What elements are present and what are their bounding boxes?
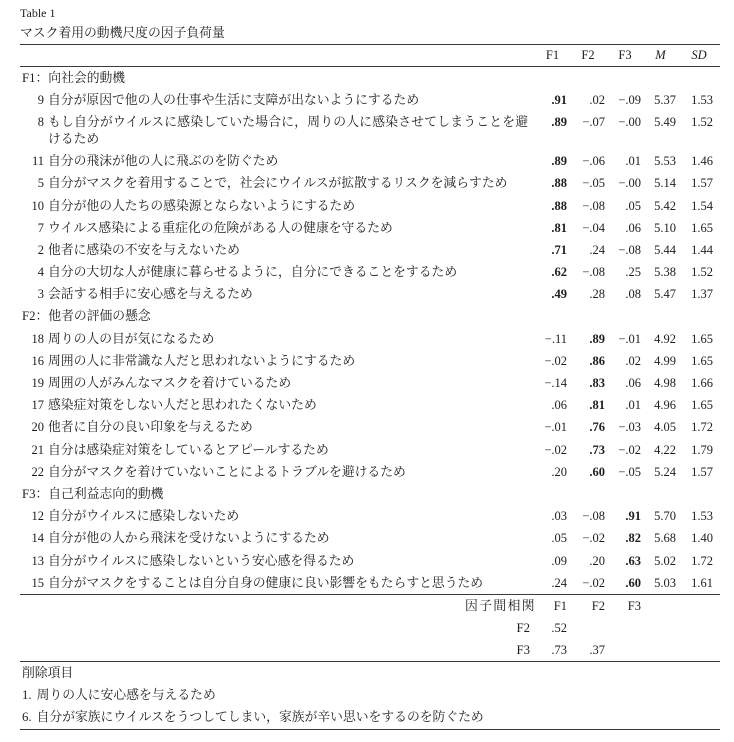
sd-value: 1.61 [691,575,713,590]
loading-f2: −.08 [582,198,605,213]
correlation-heading: 因子間相関 [465,598,536,613]
deleted-item-text: 自分が家族にウイルスをうつしてしまい，家族が辛い思いをするのを防ぐため [36,710,484,725]
loading-f3: .06 [625,376,641,391]
item-row [20,550,720,572]
item-row [20,395,720,417]
loading-f2: .86 [589,353,605,368]
item-row [20,439,720,461]
loading-f2: −.02 [582,575,605,590]
loading-f1: .24 [551,575,567,590]
loading-f2: −.05 [582,176,605,191]
sd-value: 1.79 [691,442,713,457]
item-number: 18 [31,331,44,346]
sd-value: 1.72 [691,420,713,435]
item-text: 周囲の人がみんなマスクを着けているため [48,376,292,391]
mean-value: 4.92 [654,331,676,346]
loading-f1: .20 [551,464,567,479]
correlation-row-label: F2 [516,620,530,635]
item-row [20,89,720,111]
deleted-item [22,685,720,707]
mean-value: 4.05 [654,420,676,435]
loading-f2: −.04 [582,220,605,235]
sd-value: 1.53 [691,92,713,107]
loading-f2: −.07 [582,114,605,129]
loading-f2: −.08 [582,265,605,280]
loading-f1: .05 [551,531,567,546]
item-text: 自分が他の人たちの感染源とならないようにするため [48,198,356,213]
loading-f1: −.01 [544,420,567,435]
loading-f3: −.03 [618,420,641,435]
mean-value: 4.22 [654,442,676,457]
correlation-value: .37 [589,642,605,657]
item-number: 9 [37,92,44,107]
loading-f1: −.02 [544,442,567,457]
item-number: 13 [31,553,44,568]
column-header-mean: M [655,48,666,62]
loading-f1: .91 [551,92,567,107]
loading-f3: .05 [625,198,641,213]
table-title: マスク着用の動機尺度の因子負荷量 [20,26,225,40]
loading-f3: .63 [625,553,641,568]
loading-f3: .01 [625,398,641,413]
correlation-column-header: F3 [627,598,641,613]
mean-value: 5.38 [654,265,676,280]
item-number: 16 [31,353,44,368]
loading-f3: −.02 [618,442,641,457]
item-number: 17 [31,398,44,413]
sd-value: 1.52 [691,114,713,129]
item-text: 自分が原因で他の人の仕事や生活に支障が出ないようにするため [48,92,420,107]
item-text: 自分がマスクを着用することで，社会にウイルスが拡散するリスクを減らすため [48,176,508,191]
item-number: 8 [37,114,44,129]
table-label: Table 1 [20,6,56,20]
mean-value: 5.53 [654,154,676,169]
loading-f1: .06 [551,398,567,413]
item-row [20,372,720,394]
loading-f1: .71 [551,242,567,257]
column-header-f3: F3 [618,48,632,62]
mean-value: 5.37 [654,92,676,107]
loading-f2: .60 [589,464,605,479]
item-row [20,239,720,261]
mean-value: 5.49 [654,114,676,129]
item-number: 10 [31,198,44,213]
table-body [20,67,720,595]
item-number: 7 [37,220,44,235]
sd-value: 1.72 [691,553,713,568]
table-caption [20,5,225,42]
loading-f3: .06 [625,220,641,235]
loading-f1: .88 [551,176,567,191]
mean-value: 4.98 [654,376,676,391]
loading-f1: .81 [551,220,567,235]
item-text: 周囲の人に非常識な人だと思われないようにするため [48,353,356,368]
sd-value: 1.54 [691,198,713,213]
item-number: 21 [31,442,44,457]
loading-f3: −.09 [618,92,641,107]
sd-value: 1.65 [691,353,713,368]
item-number: 3 [37,287,44,302]
item-row [20,506,720,528]
factor-heading: F1：向社会的動機 [22,70,126,85]
item-text: 感染症対策をしない人だと思われたくないため [48,398,317,413]
loading-f1: .03 [551,509,567,524]
sd-value: 1.57 [691,176,713,191]
loading-f3: .08 [625,287,641,302]
item-text: 自分は感染症対策をしているとアピールするため [48,442,329,457]
item-row [20,417,720,439]
correlation-header-row [20,595,720,617]
sd-value: 1.65 [691,220,713,235]
deleted-item [22,707,720,729]
item-text: もし自分がウイルスに感染していた場合に，周りの人に感染させてしまうことを避けるため [48,114,528,146]
loading-f1: −.02 [544,353,567,368]
loading-f1: −.14 [544,376,567,391]
item-number: 4 [37,265,44,280]
item-row [20,217,720,239]
correlation-column-header: F1 [553,598,567,613]
loading-f1: .09 [551,553,567,568]
item-number: 2 [37,242,44,257]
loading-f2: −.08 [582,509,605,524]
loading-f2: −.02 [582,531,605,546]
item-text: 自分がウイルスに感染しないため [48,509,240,524]
item-row [20,195,720,217]
deleted-items-heading: 削除項目 [22,665,74,680]
factor-loading-table [20,44,720,730]
item-text: 自分がマスクをすることは自分自身の健康に良い影響をもたらすと思うため [48,575,484,590]
loading-f3: −.00 [618,114,641,129]
item-text: 自分の大切な人が健康に暮らせるように，自分にできることをするため [48,265,458,280]
loading-f3: −.05 [618,464,641,479]
loading-f3: .25 [625,265,641,280]
mean-value: 5.68 [654,531,676,546]
correlation-value: .73 [551,642,567,657]
item-number: 19 [31,376,44,391]
column-header-sd: SD [691,48,707,62]
loading-f2: .89 [589,331,605,346]
loading-f1: .89 [551,154,567,169]
item-number: 12 [31,509,44,524]
mean-value: 5.47 [654,287,676,302]
column-header-f2: F2 [581,48,595,62]
mean-value: 5.02 [654,553,676,568]
sd-value: 1.46 [691,154,713,169]
item-text: 自分がマスクを着けていないことによるトラブルを避けるため [48,464,406,479]
correlation-row [20,639,720,661]
sd-value: 1.52 [691,265,713,280]
item-number: 15 [31,575,44,590]
mean-value: 5.03 [654,575,676,590]
correlation-value: .52 [551,620,567,635]
loading-f2: .76 [589,420,605,435]
mean-value: 4.99 [654,353,676,368]
mean-value: 5.44 [654,242,676,257]
deleted-item-text: 周りの人に安心感を与えるため [36,688,216,703]
factor-heading: F2：他者の評価の懸念 [22,309,151,324]
column-header-row [20,44,720,67]
mean-value: 5.24 [654,464,676,479]
loading-f2: .83 [589,376,605,391]
item-row [20,528,720,550]
loading-f3: .91 [625,509,641,524]
item-row [20,328,720,350]
item-text: 会話する相手に安心感を与えるため [48,287,253,302]
column-header-f1: F1 [545,48,560,62]
item-number: 20 [31,420,44,435]
item-row [20,350,720,372]
sd-value: 1.65 [691,331,713,346]
loading-f2: −.06 [582,154,605,169]
item-number: 14 [31,531,44,546]
item-row [20,461,720,483]
factor-heading: F3：自己利益志向的動機 [22,486,164,501]
loading-f2: .20 [589,553,605,568]
item-row [20,151,720,173]
loading-f2: .73 [589,442,605,457]
item-row [20,284,720,306]
sd-value: 1.40 [691,531,713,546]
factor-correlation-table [20,595,720,661]
loading-f2: .02 [589,92,605,107]
sd-value: 1.57 [691,464,713,479]
item-row [20,572,720,594]
item-row [20,173,720,195]
loading-f1: −.11 [544,331,567,346]
loading-f3: .02 [625,353,641,368]
item-number: 5 [37,176,44,191]
sd-value: 1.37 [691,287,713,302]
sd-value: 1.66 [691,376,713,391]
item-text: 自分がウイルスに感染しないという安心感を得るため [48,553,355,568]
correlation-row [20,617,720,639]
deleted-item-number: 1. [22,688,32,703]
mean-value: 5.14 [654,176,676,191]
deleted-items-section [20,661,720,730]
loading-f3: −.01 [618,331,641,346]
loading-f1: .88 [551,198,567,213]
item-number: 11 [31,154,44,169]
loading-f3: .82 [625,531,641,546]
sd-value: 1.44 [691,242,713,257]
deleted-item-number: 6. [22,710,32,725]
item-row [20,111,720,150]
item-row [20,262,720,284]
loading-f2: .81 [589,398,605,413]
sd-value: 1.53 [691,509,713,524]
item-number: 22 [31,464,44,479]
item-text: 自分が他の人から飛沫を受けないようにするため [48,531,330,546]
loading-f1: .49 [551,287,567,302]
loading-f1: .89 [551,114,567,129]
mean-value: 5.70 [654,509,676,524]
mean-value: 5.10 [654,220,676,235]
loading-f3: .60 [625,575,641,590]
mean-value: 5.42 [654,198,676,213]
loading-f3: .01 [625,154,641,169]
correlation-column-header: F2 [591,598,605,613]
loading-f1: .62 [551,265,567,280]
sd-value: 1.65 [691,398,713,413]
loading-f3: −.08 [618,242,641,257]
item-text: ウイルス感染による重症化の危険がある人の健康を守るため [48,220,393,235]
correlation-row-label: F3 [516,642,530,657]
item-text: 他者に自分の良い印象を与えるため [48,420,253,435]
loading-f2: .24 [589,242,605,257]
item-text: 周りの人の目が気になるため [48,331,215,346]
item-text: 他者に感染の不安を与えないため [48,242,240,257]
loading-f2: .28 [589,287,605,302]
mean-value: 4.96 [654,398,676,413]
item-text: 自分の飛沫が他の人に飛ぶのを防ぐため [48,154,279,169]
loading-f3: −.00 [618,176,641,191]
